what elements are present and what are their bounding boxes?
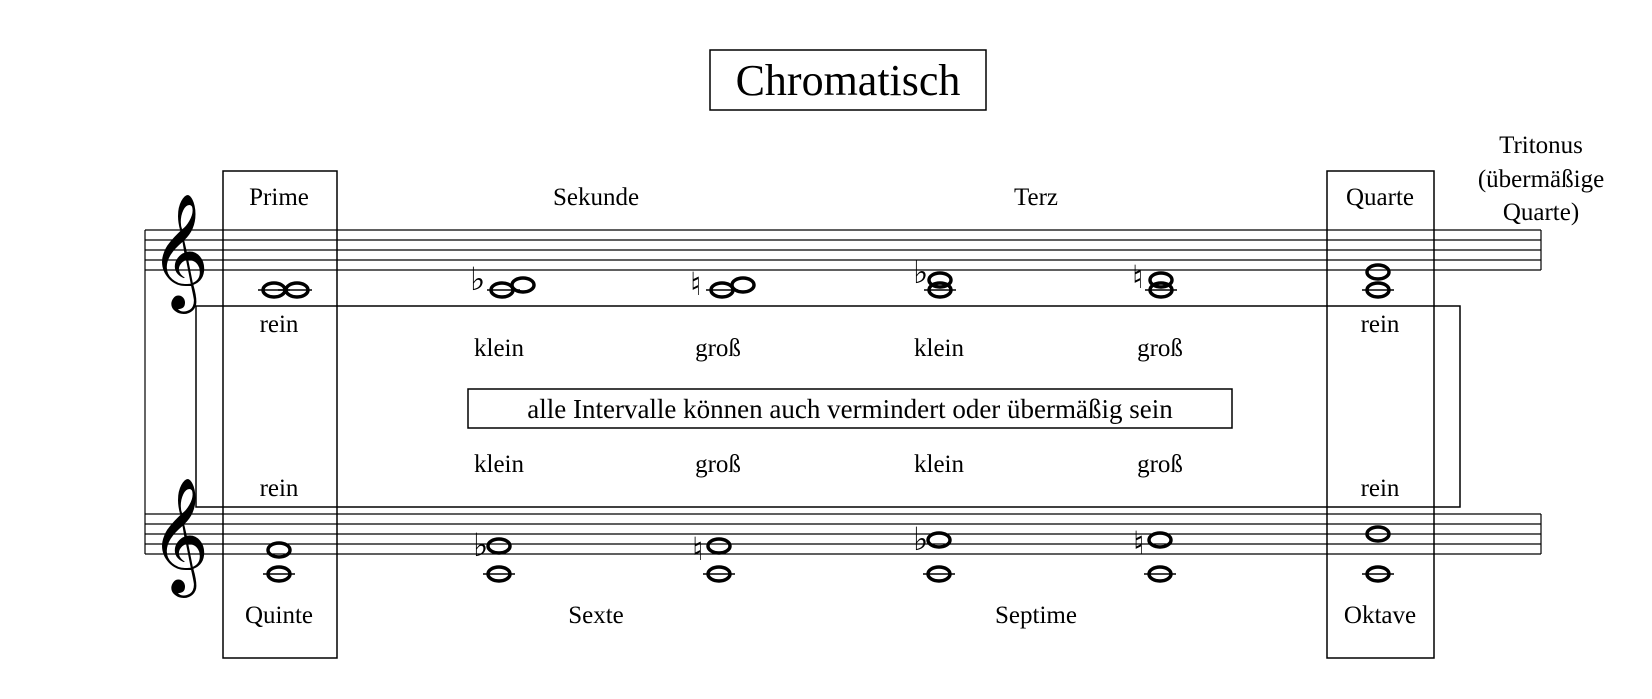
quality-rein-oktave: rein [1360,475,1400,502]
quality-rein-quinte: rein [259,475,299,502]
label-sekunde: Sekunde [552,184,640,211]
quality-gross-septime: groß [1137,451,1183,478]
note-sexte-gross-c [703,567,735,581]
quality-gross-sekunde: groß [695,335,741,362]
note-terz-klein-eb [929,273,951,287]
natural-icon-sekunde: ♮ [690,265,702,303]
flat-icon-sexte: ♭ [473,526,489,564]
quarte-oktave-box [1327,171,1434,658]
note-septime-gross-b [1149,533,1171,547]
note-septime-klein-c [923,567,955,581]
treble-clef-icon-lower: 𝄞 [150,476,210,593]
note-sekunde-klein-db [512,278,534,292]
label-tritonus-2: (übermäßige [1477,166,1605,193]
natural-icon-terz: ♮ [1132,258,1144,296]
label-tritonus-3: Quarte) [1502,199,1580,226]
note-quinte-c [263,567,295,581]
note-terz-klein-c [924,283,956,297]
natural-icon-septime: ♮ [1133,524,1145,562]
treble-clef-icon-upper: 𝄞 [150,192,210,309]
quality-rein-prime: rein [259,311,299,338]
notice-text: alle Intervalle können auch vermindert oder übermäßig sein [527,394,1173,424]
note-sexte-klein-ab [488,539,510,553]
label-tritonus-1: Tritonus [1499,132,1583,159]
note-sexte-gross-a [708,539,730,553]
quality-gross-sexte: groß [695,451,741,478]
label-terz: Terz [1013,184,1059,211]
upper-staff [145,230,1541,270]
quality-rein-quarte: rein [1360,311,1400,338]
prime-quinte-box [223,171,337,658]
note-quinte-g [268,543,290,557]
note-septime-klein-bb [928,533,950,547]
label-prime: Prime [249,184,309,211]
title-text: Chromatisch [735,56,961,105]
flat-icon-sekunde: ♭ [470,260,486,298]
quality-klein-sekunde: klein [474,335,524,362]
note-terz-gross-c [1145,283,1177,297]
label-sexte: Sexte [568,602,624,629]
label-septime: Septime [995,602,1077,629]
label-oktave: Oktave [1343,602,1417,629]
quality-klein-terz: klein [914,335,964,362]
note-quarte-c [1362,283,1394,297]
note-oktave-c [1362,567,1394,581]
quality-gross-terz: groß [1137,335,1183,362]
note-sekunde-gross-d [732,278,754,292]
note-terz-gross-e [1150,273,1172,287]
quality-klein-septime: klein [914,451,964,478]
flat-icon-septime: ♭ [913,520,929,558]
lower-staff [145,514,1541,554]
label-quarte: Quarte [1345,184,1415,211]
quality-klein-sexte: klein [474,451,524,478]
note-sexte-klein-c [483,567,515,581]
note-quarte-f [1367,265,1389,279]
flat-icon-terz: ♭ [913,253,929,291]
label-quinte: Quinte [244,602,314,629]
note-septime-gross-c [1144,567,1176,581]
natural-icon-sexte: ♮ [692,530,704,568]
